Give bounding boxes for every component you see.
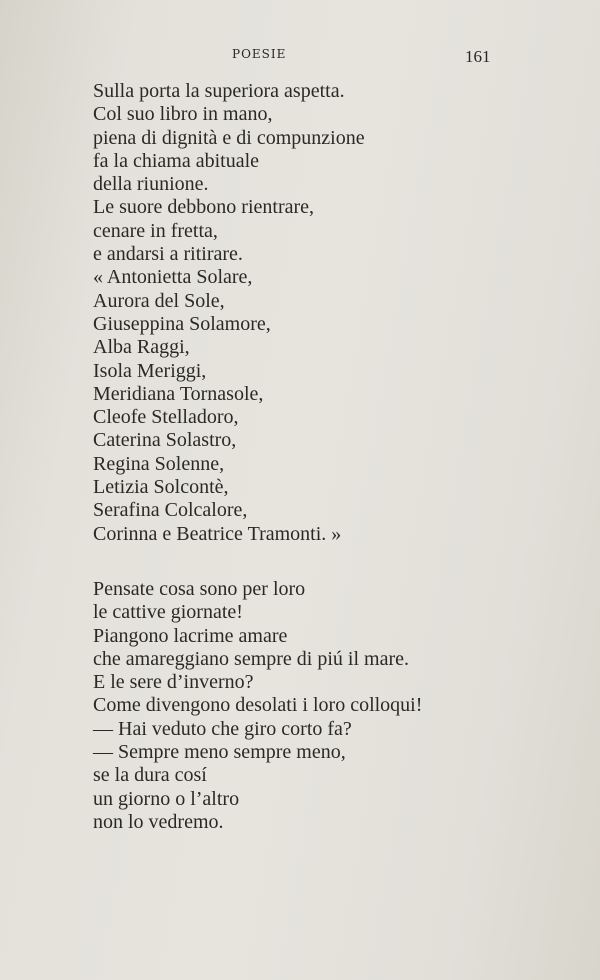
verse-line: — Sempre meno sempre meno, <box>93 741 346 764</box>
verse-line: Pensate cosa sono per loro <box>93 578 306 600</box>
verse-line: Giuseppina Solamore, <box>93 312 271 335</box>
verse-line: Corinna e Beatrice Tramonti. » <box>93 522 342 545</box>
verse-line: Piangono lacrime amare <box>93 624 288 647</box>
verse-line: Come divengono desolati i loro colloqui! <box>93 694 423 717</box>
verse-line: Isola Meriggi, <box>93 359 207 382</box>
verse-line: — Hai veduto che giro corto fa? <box>93 717 352 740</box>
verse-line: che amareggiano sempre di piú il mare. <box>93 647 409 670</box>
verse-line: e andarsi a ritirare. <box>93 243 243 266</box>
running-header-title: POESIE <box>232 47 287 61</box>
verse-line: Serafina Colcalore, <box>93 499 248 522</box>
verse-line: le cattive giornate! <box>93 601 243 624</box>
verse-line: E le sere d’inverno? <box>93 671 254 694</box>
verse-line: fa la chiama abituale <box>93 149 260 172</box>
stanza-1 <box>93 80 365 546</box>
verse-line: « Antonietta Solare, <box>93 266 253 289</box>
verse-line: piena di dignità e di compunzione <box>93 126 365 149</box>
verse-line: non lo vedremo. <box>93 810 224 833</box>
verse-line: Aurora del Sole, <box>93 289 225 312</box>
stanza-2 <box>93 578 422 834</box>
verse-line: Regina Solenne, <box>93 452 225 475</box>
verse-line: Le suore debbono rientrare, <box>93 196 315 219</box>
page-number: 161 <box>465 47 491 66</box>
verse-line: della riunione. <box>93 173 209 196</box>
verse-line: Col suo libro in mano, <box>93 103 273 126</box>
verse-line: se la dura cosí <box>93 764 207 787</box>
verse-line: Cleofe Stelladoro, <box>93 406 239 429</box>
verse-line: Meridiana Tornasole, <box>93 382 264 405</box>
verse-line: Alba Raggi, <box>93 336 190 359</box>
verse-line: Letizia Solcontè, <box>93 476 229 499</box>
verse-line: Sulla porta la superiora aspetta. <box>93 80 345 102</box>
verse-line: un giorno o l’altro <box>93 787 240 810</box>
verse-line: cenare in fretta, <box>93 219 218 242</box>
verse-line: Caterina Solastro, <box>93 429 237 452</box>
